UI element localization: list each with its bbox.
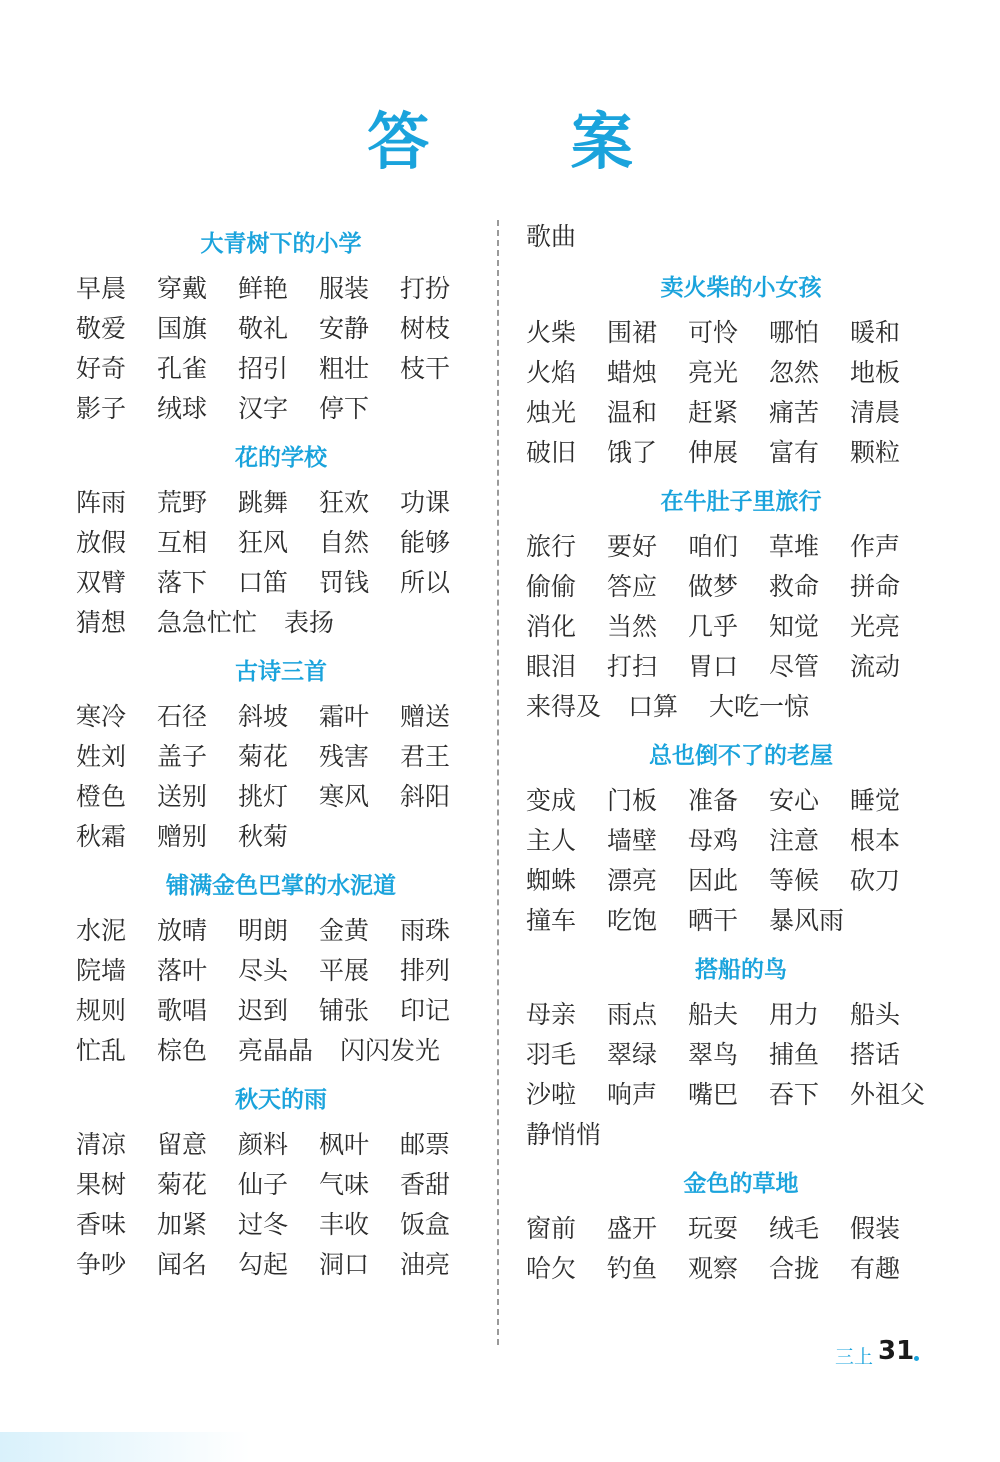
vocabulary-word: 母亲 — [526, 1000, 577, 1029]
word-row — [76, 1031, 486, 1071]
vocabulary-word: 暖和 — [850, 318, 901, 347]
word-row — [526, 393, 956, 433]
vocabulary-word: 清凉 — [76, 1130, 127, 1159]
vocabulary-word: 饿了 — [607, 438, 658, 467]
vocabulary-word: 雨点 — [607, 1000, 658, 1029]
vocabulary-word: 枝干 — [400, 354, 451, 383]
vocabulary-word: 放晴 — [157, 916, 208, 945]
vocabulary-word: 忽然 — [769, 358, 820, 387]
vocabulary-word: 眼泪 — [526, 652, 577, 681]
vocabulary-word: 孔雀 — [157, 354, 208, 383]
word-row — [526, 1035, 956, 1075]
vocabulary-word: 狂风 — [238, 528, 289, 557]
vocabulary-word: 咱们 — [688, 532, 739, 561]
vocabulary-word: 围裙 — [607, 318, 658, 347]
vocabulary-word: 作声 — [850, 532, 901, 561]
section-title: 总也倒不了的老屋 — [649, 743, 833, 769]
vocabulary-word: 能够 — [400, 528, 451, 557]
vocabulary-word: 好奇 — [76, 354, 127, 383]
section-title: 花的学校 — [235, 445, 327, 471]
vocabulary-word: 水泥 — [76, 916, 127, 945]
vocabulary-word: 穿戴 — [157, 274, 208, 303]
vocabulary-word: 落下 — [157, 568, 208, 597]
vocabulary-word: 几乎 — [688, 612, 739, 641]
vocabulary-word: 羽毛 — [526, 1040, 577, 1069]
vocabulary-word: 斜坡 — [238, 702, 289, 731]
vocabulary-word: 放假 — [76, 528, 127, 557]
vocabulary-word: 互相 — [157, 528, 208, 557]
vocabulary-word: 光亮 — [850, 612, 901, 641]
word-row — [76, 991, 486, 1031]
vocabulary-word: 消化 — [526, 612, 577, 641]
vocabulary-word: 漂亮 — [607, 866, 658, 895]
vocabulary-word: 打扫 — [607, 652, 658, 681]
vocabulary-word: 暴风雨 — [769, 906, 845, 935]
word-row — [526, 1249, 956, 1289]
vocabulary-word: 留意 — [157, 1130, 208, 1159]
vocabulary-word: 秋菊 — [238, 822, 289, 851]
word-row — [526, 527, 956, 567]
vocabulary-word: 答应 — [607, 572, 658, 601]
section-title: 卖火柴的小女孩 — [660, 275, 822, 301]
vocabulary-word: 功课 — [400, 488, 451, 517]
vocabulary-word: 吃饱 — [607, 906, 658, 935]
vocabulary-word: 颗粒 — [850, 438, 901, 467]
vocabulary-word: 盛开 — [607, 1214, 658, 1243]
word-row — [76, 1205, 486, 1245]
vocabulary-word: 钓鱼 — [607, 1254, 658, 1283]
vocabulary-word: 油亮 — [400, 1250, 451, 1279]
vocabulary-word: 枫叶 — [319, 1130, 370, 1159]
vocabulary-word: 晒干 — [688, 906, 739, 935]
vocabulary-word: 盖子 — [157, 742, 208, 771]
vocabulary-word: 吞下 — [769, 1080, 820, 1109]
vocabulary-word: 口算 — [628, 692, 679, 721]
vocabulary-word: 君王 — [400, 742, 451, 771]
vocabulary-word: 打扮 — [400, 274, 451, 303]
vocabulary-word: 翠鸟 — [688, 1040, 739, 1069]
vocabulary-word: 草堆 — [769, 532, 820, 561]
vocabulary-word: 歌唱 — [157, 996, 208, 1025]
vocabulary-word: 赶紧 — [688, 398, 739, 427]
word-row — [526, 313, 956, 353]
vocabulary-word: 敬爱 — [76, 314, 127, 343]
word-row — [526, 647, 956, 687]
vocabulary-word: 翠绿 — [607, 1040, 658, 1069]
vocabulary-word: 痛苦 — [769, 398, 820, 427]
bottom-decoration-bar — [0, 1432, 250, 1462]
vocabulary-word: 急急忙忙 — [157, 608, 258, 637]
word-row — [76, 911, 486, 951]
vocabulary-word: 来得及 — [526, 692, 602, 721]
vocabulary-word: 温和 — [607, 398, 658, 427]
vocabulary-word: 做梦 — [688, 572, 739, 601]
vocabulary-word: 自然 — [319, 528, 370, 557]
vocabulary-word: 绒毛 — [769, 1214, 820, 1243]
vocabulary-word: 安静 — [319, 314, 370, 343]
vocabulary-word: 蜡烛 — [607, 358, 658, 387]
page-dot-icon — [914, 1356, 919, 1361]
vocabulary-word: 闪闪发光 — [340, 1036, 441, 1065]
vocabulary-word: 汉字 — [238, 394, 289, 423]
vocabulary-word: 平展 — [319, 956, 370, 985]
vocabulary-word: 玩耍 — [688, 1214, 739, 1243]
vocabulary-word: 尽头 — [238, 956, 289, 985]
vocabulary-word: 树枝 — [400, 314, 451, 343]
vocabulary-word: 粗壮 — [319, 354, 370, 383]
vocabulary-word: 破旧 — [526, 438, 577, 467]
vocabulary-word: 亮晶晶 — [238, 1036, 314, 1065]
vocabulary-word: 门板 — [607, 786, 658, 815]
vocabulary-word: 主人 — [526, 826, 577, 855]
vocabulary-word: 表扬 — [284, 608, 335, 637]
vocabulary-word: 蜘蛛 — [526, 866, 577, 895]
vocabulary-word: 所以 — [400, 568, 451, 597]
word-row — [76, 1125, 486, 1165]
section-title: 搭船的鸟 — [695, 957, 787, 983]
word-row — [76, 737, 486, 777]
word-row — [76, 603, 486, 643]
vocabulary-word: 富有 — [769, 438, 820, 467]
vocabulary-word: 猜想 — [76, 608, 127, 637]
vocabulary-word: 当然 — [607, 612, 658, 641]
word-row — [76, 483, 486, 523]
word-row — [526, 687, 956, 727]
column-divider — [497, 220, 499, 1345]
vocabulary-word: 外祖父 — [850, 1080, 926, 1109]
word-row — [526, 995, 956, 1035]
word-row — [76, 389, 486, 429]
vocabulary-word: 鲜艳 — [238, 274, 289, 303]
vocabulary-word: 霜叶 — [319, 702, 370, 731]
vocabulary-word: 仙子 — [238, 1170, 289, 1199]
vocabulary-word: 橙色 — [76, 782, 127, 811]
vocabulary-word: 赠别 — [157, 822, 208, 851]
word-row — [76, 1245, 486, 1285]
vocabulary-word: 服装 — [319, 274, 370, 303]
vocabulary-word: 争吵 — [76, 1250, 127, 1279]
vocabulary-word: 果树 — [76, 1170, 127, 1199]
section-title: 大青树下的小学 — [200, 231, 362, 257]
vocabulary-word: 迟到 — [238, 996, 289, 1025]
vocabulary-word: 石径 — [157, 702, 208, 731]
vocabulary-word: 沙啦 — [526, 1080, 577, 1109]
word-row — [526, 1209, 956, 1249]
word-row — [76, 1165, 486, 1205]
word-row — [76, 563, 486, 603]
vocabulary-word: 斜阳 — [400, 782, 451, 811]
word-row — [76, 951, 486, 991]
vocabulary-word: 流动 — [850, 652, 901, 681]
vocabulary-word: 加紧 — [157, 1210, 208, 1239]
word-row — [526, 901, 956, 941]
vocabulary-word: 排列 — [400, 956, 451, 985]
vocabulary-word: 火焰 — [526, 358, 577, 387]
vocabulary-word: 金黄 — [319, 916, 370, 945]
vocabulary-word: 伸展 — [688, 438, 739, 467]
right-column — [526, 215, 956, 1289]
vocabulary-word: 亮光 — [688, 358, 739, 387]
word-row — [526, 821, 956, 861]
vocabulary-word: 棕色 — [157, 1036, 208, 1065]
vocabulary-word: 影子 — [76, 394, 127, 423]
vocabulary-word: 变成 — [526, 786, 577, 815]
vocabulary-word: 规则 — [76, 996, 127, 1025]
vocabulary-word: 明朗 — [238, 916, 289, 945]
vocabulary-word: 大吃一惊 — [709, 692, 810, 721]
word-row — [76, 349, 486, 389]
vocabulary-word: 洞口 — [319, 1250, 370, 1279]
vocabulary-word: 撞车 — [526, 906, 577, 935]
vocabulary-word: 旅行 — [526, 532, 577, 561]
vocabulary-word: 尽管 — [769, 652, 820, 681]
vocabulary-word: 清晨 — [850, 398, 901, 427]
grade-label: 三上 — [835, 1346, 874, 1368]
vocabulary-word: 窗前 — [526, 1214, 577, 1243]
vocabulary-word: 饭盒 — [400, 1210, 451, 1239]
vocabulary-word: 菊花 — [238, 742, 289, 771]
vocabulary-word: 早晨 — [76, 274, 127, 303]
left-column — [76, 215, 486, 1285]
vocabulary-word: 赠送 — [400, 702, 451, 731]
vocabulary-word: 气味 — [319, 1170, 370, 1199]
vocabulary-word: 墙壁 — [607, 826, 658, 855]
vocabulary-word: 捕鱼 — [769, 1040, 820, 1069]
vocabulary-word: 船夫 — [688, 1000, 739, 1029]
vocabulary-word: 寒风 — [319, 782, 370, 811]
vocabulary-word: 可怜 — [688, 318, 739, 347]
vocabulary-word: 狂欢 — [319, 488, 370, 517]
vocabulary-word: 嘴巴 — [688, 1080, 739, 1109]
vocabulary-word: 寒冷 — [76, 702, 127, 731]
vocabulary-word: 有趣 — [850, 1254, 901, 1283]
vocabulary-word: 停下 — [319, 394, 370, 423]
vocabulary-word: 阵雨 — [76, 488, 127, 517]
page-title: 答 案 — [367, 105, 693, 178]
vocabulary-word: 姓刘 — [76, 742, 127, 771]
vocabulary-word: 招引 — [238, 354, 289, 383]
word-row — [76, 309, 486, 349]
vocabulary-word: 勾起 — [238, 1250, 289, 1279]
vocabulary-word: 用力 — [769, 1000, 820, 1029]
vocabulary-word: 合拢 — [769, 1254, 820, 1283]
vocabulary-word: 砍刀 — [850, 866, 901, 895]
vocabulary-word: 香味 — [76, 1210, 127, 1239]
section-title: 古诗三首 — [235, 659, 327, 685]
vocabulary-word: 要好 — [607, 532, 658, 561]
vocabulary-word: 绒球 — [157, 394, 208, 423]
vocabulary-word: 等候 — [769, 866, 820, 895]
vocabulary-word: 偷偷 — [526, 572, 577, 601]
vocabulary-word: 香甜 — [400, 1170, 451, 1199]
vocabulary-word: 双臂 — [76, 568, 127, 597]
vocabulary-word: 闻名 — [157, 1250, 208, 1279]
vocabulary-word: 哪怕 — [769, 318, 820, 347]
vocabulary-word: 邮票 — [400, 1130, 451, 1159]
vocabulary-word: 铺张 — [319, 996, 370, 1025]
page-number: 31 — [878, 1336, 915, 1366]
section-title: 秋天的雨 — [235, 1087, 327, 1113]
vocabulary-word: 秋霜 — [76, 822, 127, 851]
vocabulary-word: 丰收 — [319, 1210, 370, 1239]
vocabulary-word: 荒野 — [157, 488, 208, 517]
word-row — [526, 353, 956, 393]
vocabulary-word: 注意 — [769, 826, 820, 855]
word-row — [76, 697, 486, 737]
vocabulary-word: 跳舞 — [238, 488, 289, 517]
vocabulary-word: 准备 — [688, 786, 739, 815]
vocabulary-word: 过冬 — [238, 1210, 289, 1239]
vocabulary-word: 口笛 — [238, 568, 289, 597]
vocabulary-word: 残害 — [319, 742, 370, 771]
vocabulary-word: 响声 — [607, 1080, 658, 1109]
word-row — [526, 1075, 956, 1115]
vocabulary-word: 母鸡 — [688, 826, 739, 855]
vocabulary-word: 国旗 — [157, 314, 208, 343]
vocabulary-word: 挑灯 — [238, 782, 289, 811]
section-title: 金色的草地 — [683, 1171, 799, 1197]
word-row — [526, 861, 956, 901]
word-row — [526, 781, 956, 821]
vocabulary-word: 救命 — [769, 572, 820, 601]
vocabulary-word: 地板 — [850, 358, 901, 387]
section-title: 在牛肚子里旅行 — [660, 489, 822, 515]
vocabulary-word: 烛光 — [526, 398, 577, 427]
word-row — [526, 567, 956, 607]
vocabulary-word: 观察 — [688, 1254, 739, 1283]
vocabulary-word: 印记 — [400, 996, 451, 1025]
word-row — [76, 523, 486, 563]
word-row — [526, 433, 956, 473]
vocabulary-word: 胃口 — [688, 652, 739, 681]
word-row — [526, 607, 956, 647]
vocabulary-word: 知觉 — [769, 612, 820, 641]
carry-over-word: 歌曲 — [526, 222, 577, 251]
vocabulary-word: 搭话 — [850, 1040, 901, 1069]
vocabulary-word: 忙乱 — [76, 1036, 127, 1065]
word-row — [76, 777, 486, 817]
vocabulary-word: 安心 — [769, 786, 820, 815]
vocabulary-word: 罚钱 — [319, 568, 370, 597]
word-row — [76, 269, 486, 309]
vocabulary-word: 颜料 — [238, 1130, 289, 1159]
vocabulary-word: 哈欠 — [526, 1254, 577, 1283]
word-row — [76, 817, 486, 857]
vocabulary-word: 落叶 — [157, 956, 208, 985]
vocabulary-word: 睡觉 — [850, 786, 901, 815]
vocabulary-word: 火柴 — [526, 318, 577, 347]
vocabulary-word: 雨珠 — [400, 916, 451, 945]
vocabulary-word: 根本 — [850, 826, 901, 855]
vocabulary-word: 拼命 — [850, 572, 901, 601]
vocabulary-word: 送别 — [157, 782, 208, 811]
vocabulary-word: 船头 — [850, 1000, 901, 1029]
vocabulary-word: 菊花 — [157, 1170, 208, 1199]
vocabulary-word: 敬礼 — [238, 314, 289, 343]
vocabulary-word: 院墙 — [76, 956, 127, 985]
word-row — [526, 1115, 956, 1155]
section-title: 铺满金色巴掌的水泥道 — [166, 873, 396, 899]
vocabulary-word: 假装 — [850, 1214, 901, 1243]
vocabulary-word: 因此 — [688, 866, 739, 895]
vocabulary-word: 静悄悄 — [526, 1120, 602, 1149]
